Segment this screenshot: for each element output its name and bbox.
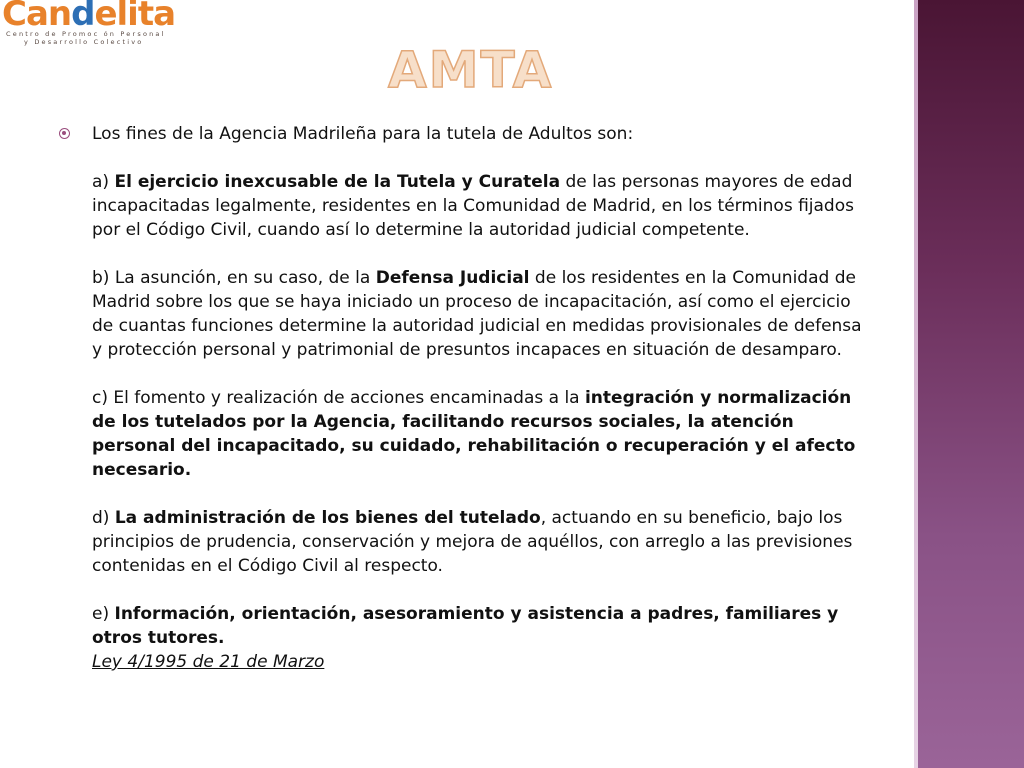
logo-tagline-2: y Desarrollo Colectivo [24, 38, 144, 46]
slide-title: AMTA [388, 41, 554, 99]
item-a: a) El ejercicio inexcusable de la Tutela y Curatela de las personas mayores de edad incapacitadas legalmente, residentes en la Comunidad de Madrid, en los términos fijados por el Código Civil, cuando así lo determine la autoridad judicial competente. [92, 172, 854, 240]
logo-tagline-1: Centro de Promoc ón Personal [6, 30, 166, 38]
item-b: b) La asunción, en su caso, de la Defensa Judicial de los residentes en la Comunidad de Madrid sobre los que se haya iniciado un proceso de incapacitación, así como el ejercicio de cuantas funciones determine la autoridad judicial en medidas provisionales de defensa y protección personal y patrimonial de presuntos incapaces en situación de desamparo. [92, 268, 862, 360]
item-d: d) La administración de los bienes del tutelado, actuando en su beneficio, bajo los principios de prudencia, conservación y mejora de aquéllos, con arreglo a las previsiones contenidas en el Código Civil al respecto. [92, 508, 853, 576]
item-c: c) El fomento y realización de acciones encaminadas a la integración y normalización de los tutelados por la Agencia, facilitando recursos sociales, la atención personal del incapacitado, su cuidado, rehabilitación o recuperación y el afecto necesario. [92, 388, 856, 480]
bullet-icon [59, 128, 70, 139]
item-e: e) Información, orientación, asesoramiento y asistencia a padres, familiares y otros tutores. [92, 604, 839, 648]
decorative-sidebar [914, 0, 1024, 768]
law-reference: Ley 4/1995 de 21 de Marzo [92, 652, 325, 672]
slide-body [92, 122, 862, 674]
logo-wordmark: Candelita [2, 0, 176, 34]
candelita-logo [2, 0, 176, 48]
intro-text: Los fines de la Agencia Madrileña para la tutela de Adultos son: [92, 124, 634, 144]
